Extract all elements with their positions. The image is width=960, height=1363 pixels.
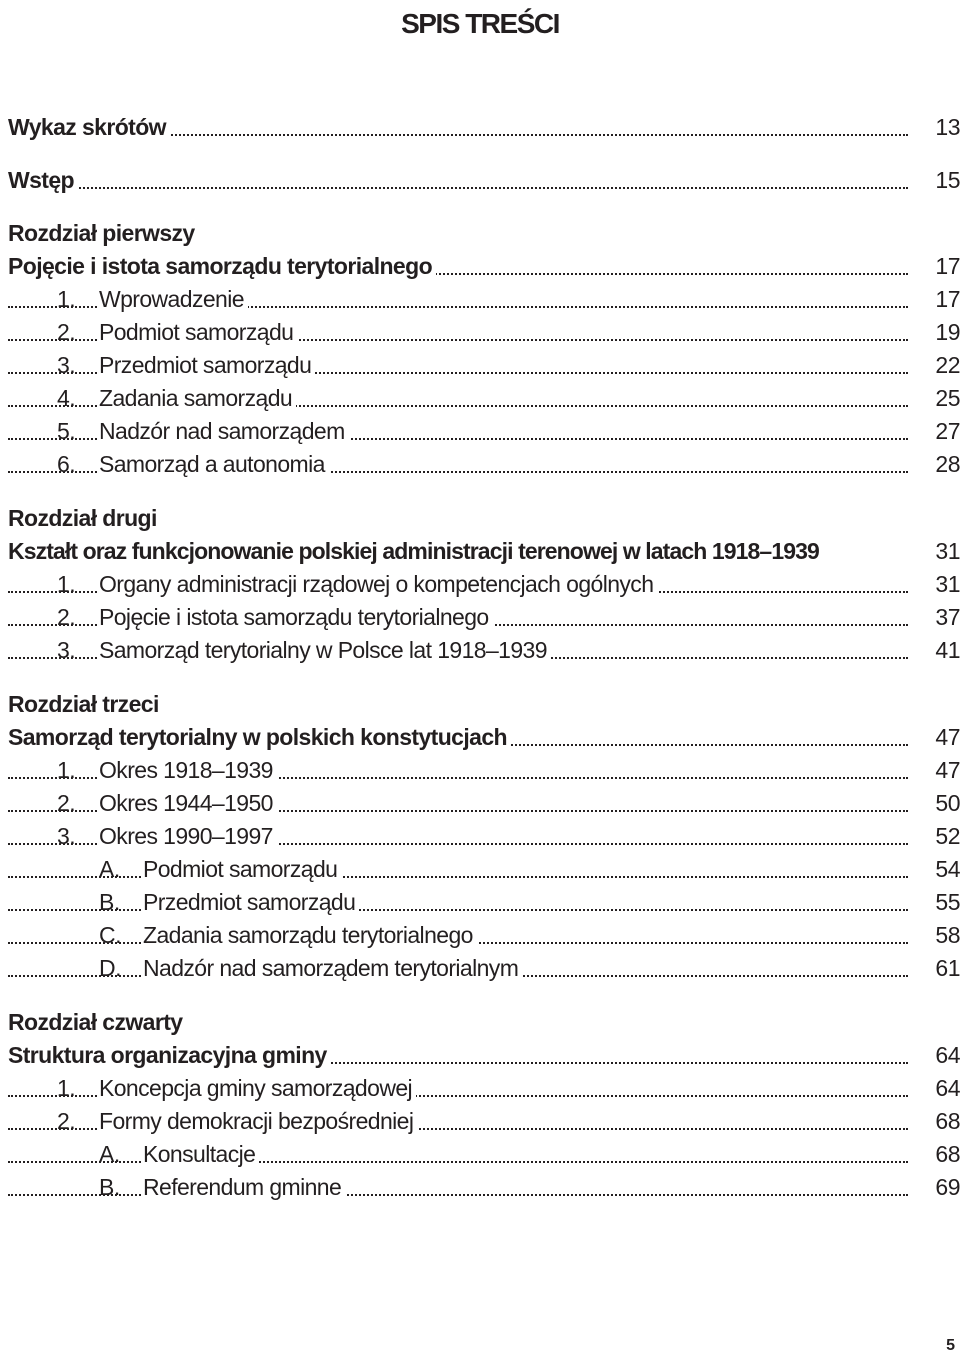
- toc-entry[interactable]: [8, 1105, 960, 1138]
- toc-entry-number: 4.: [57, 385, 76, 411]
- chapter-label: Rozdział trzeci: [8, 691, 159, 717]
- toc-page-number: 25: [935, 385, 960, 411]
- toc-entry[interactable]: [8, 1072, 960, 1105]
- toc-subentry[interactable]: [8, 1171, 960, 1204]
- toc-entry-label: Nadzór nad samorządem terytorialnym: [143, 952, 522, 985]
- toc-page-number: 47: [935, 724, 960, 750]
- toc-entry-label: Samorząd a autonomia: [99, 448, 329, 481]
- toc-entry[interactable]: [8, 601, 960, 634]
- toc-entry-label: Okres 1990–1997: [99, 820, 277, 853]
- toc-page-number: 17: [935, 286, 960, 312]
- toc-entry-label: Okres 1944–1950: [99, 787, 277, 820]
- toc-entry-number: 2.: [57, 319, 76, 345]
- toc-page-number: 61: [935, 955, 960, 981]
- toc-page-number: 52: [935, 823, 960, 849]
- toc-entry[interactable]: [8, 448, 960, 481]
- toc-entry-label: Podmiot samorządu: [99, 316, 297, 349]
- toc-entry-label: Okres 1918–1939: [99, 754, 277, 787]
- toc-subentry[interactable]: [8, 886, 960, 919]
- toc-entry[interactable]: [8, 283, 960, 316]
- toc-entry-label: Wprowadzenie: [99, 283, 248, 316]
- toc-entry-label: Koncepcja gminy samorządowej: [99, 1072, 416, 1105]
- toc-entry-number: A.: [99, 1141, 120, 1167]
- toc-subentry[interactable]: [8, 952, 960, 985]
- toc-entry-label: Zadania samorządu: [99, 382, 296, 415]
- chapter-label: Rozdział pierwszy: [8, 220, 195, 246]
- chapter-title-entry[interactable]: [8, 721, 960, 754]
- toc-entry-label: Samorząd terytorialny w Polsce lat 1918–1939: [99, 634, 551, 667]
- toc-page-number: 19: [935, 319, 960, 345]
- toc-entry-introduction[interactable]: [8, 164, 960, 197]
- toc-page-number: 37: [935, 604, 960, 630]
- toc-entry-label: Wykaz skrótów: [8, 111, 170, 144]
- toc-page-number: 55: [935, 889, 960, 915]
- chapter-title: Pojęcie i istota samorządu terytorialnego: [8, 250, 436, 283]
- toc-page-number: 31: [935, 538, 960, 564]
- toc-page-number: 68: [935, 1108, 960, 1134]
- toc-entry[interactable]: [8, 349, 960, 382]
- toc-entry-number: 5.: [57, 418, 76, 444]
- toc-entry[interactable]: [8, 568, 960, 601]
- toc-page-number: 68: [935, 1141, 960, 1167]
- toc-entry[interactable]: [8, 415, 960, 448]
- toc-entry-number: 3.: [57, 637, 76, 663]
- chapter-title-entry[interactable]: [8, 1039, 960, 1072]
- toc-entry-number: 2.: [57, 604, 76, 630]
- toc-entry-label: Przedmiot samorządu: [143, 886, 359, 919]
- toc-entry-number: 2.: [57, 1108, 76, 1134]
- toc-entry-number: 1.: [57, 286, 76, 312]
- chapter-label: Rozdział drugi: [8, 505, 157, 531]
- toc-page-number: 41: [935, 637, 960, 663]
- toc-entry-number: 3.: [57, 352, 76, 378]
- toc-entry-label: Organy administracji rządowej o kompetencjach ogólnych: [99, 568, 657, 601]
- toc-page-number: 15: [935, 167, 960, 193]
- toc-entry-label: Zadania samorządu terytorialnego: [143, 919, 477, 952]
- toc-entry[interactable]: [8, 316, 960, 349]
- toc-entry-label: Referendum gminne: [143, 1171, 345, 1204]
- page-title: SPIS TREŚCI: [401, 8, 559, 39]
- chapter-title-entry[interactable]: [8, 250, 960, 283]
- toc-page-number: 17: [935, 253, 960, 279]
- toc-page-number: 31: [935, 571, 960, 597]
- toc-page-number: 22: [935, 352, 960, 378]
- table-of-contents: [8, 111, 960, 1204]
- toc-entry-number: 1.: [57, 757, 76, 783]
- toc-entry-abbreviations[interactable]: [8, 111, 960, 144]
- toc-entry-number: 2.: [57, 790, 76, 816]
- chapter-title: Kształt oraz funkcjonowanie polskiej administracji terenowej w latach 1918–1939: [8, 535, 823, 568]
- toc-page-number: 27: [935, 418, 960, 444]
- chapter-title-entry[interactable]: [8, 535, 960, 568]
- toc-subentry[interactable]: [8, 853, 960, 886]
- toc-entry-number: D.: [99, 955, 121, 981]
- toc-page-number: 47: [935, 757, 960, 783]
- toc-page-number: 69: [935, 1174, 960, 1200]
- toc-page-number: 54: [935, 856, 960, 882]
- toc-entry-number: B.: [99, 889, 120, 915]
- toc-subentry[interactable]: [8, 1138, 960, 1171]
- toc-entry-number: 3.: [57, 823, 76, 849]
- toc-entry-label: Wstęp: [8, 164, 78, 197]
- dot-leader: [8, 187, 908, 189]
- toc-entry-label: Konsultacje: [143, 1138, 259, 1171]
- toc-entry[interactable]: [8, 754, 960, 787]
- toc-entry-number: C.: [99, 922, 121, 948]
- chapter-title: Struktura organizacyjna gminy: [8, 1039, 331, 1072]
- toc-page-number: 28: [935, 451, 960, 477]
- toc-entry-number: 6.: [57, 451, 76, 477]
- toc-entry[interactable]: [8, 634, 960, 667]
- toc-entry-label: Formy demokracji bezpośredniej: [99, 1105, 417, 1138]
- toc-page-number: 50: [935, 790, 960, 816]
- toc-entry-number: 1.: [57, 1075, 76, 1101]
- page-number: 5: [946, 1337, 955, 1354]
- toc-entry-label: Pojęcie i istota samorządu terytorialnego: [99, 601, 493, 634]
- toc-entry[interactable]: [8, 382, 960, 415]
- chapter-title: Samorząd terytorialny w polskich konstytucjach: [8, 721, 511, 754]
- toc-page-number: 58: [935, 922, 960, 948]
- toc-page-number: 64: [935, 1042, 960, 1068]
- toc-entry-number: 1.: [57, 571, 76, 597]
- toc-entry[interactable]: [8, 820, 960, 853]
- toc-entry-number: A.: [99, 856, 120, 882]
- toc-entry-label: Przedmiot samorządu: [99, 349, 315, 382]
- toc-entry[interactable]: [8, 787, 960, 820]
- toc-entry-label: Podmiot samorządu: [143, 853, 341, 886]
- toc-page-number: 64: [935, 1075, 960, 1101]
- toc-page-number: 13: [935, 114, 960, 140]
- toc-subentry[interactable]: [8, 919, 960, 952]
- chapter-label: Rozdział czwarty: [8, 1009, 183, 1035]
- toc-entry-number: B.: [99, 1174, 120, 1200]
- toc-entry-label: Nadzór nad samorządem: [99, 415, 349, 448]
